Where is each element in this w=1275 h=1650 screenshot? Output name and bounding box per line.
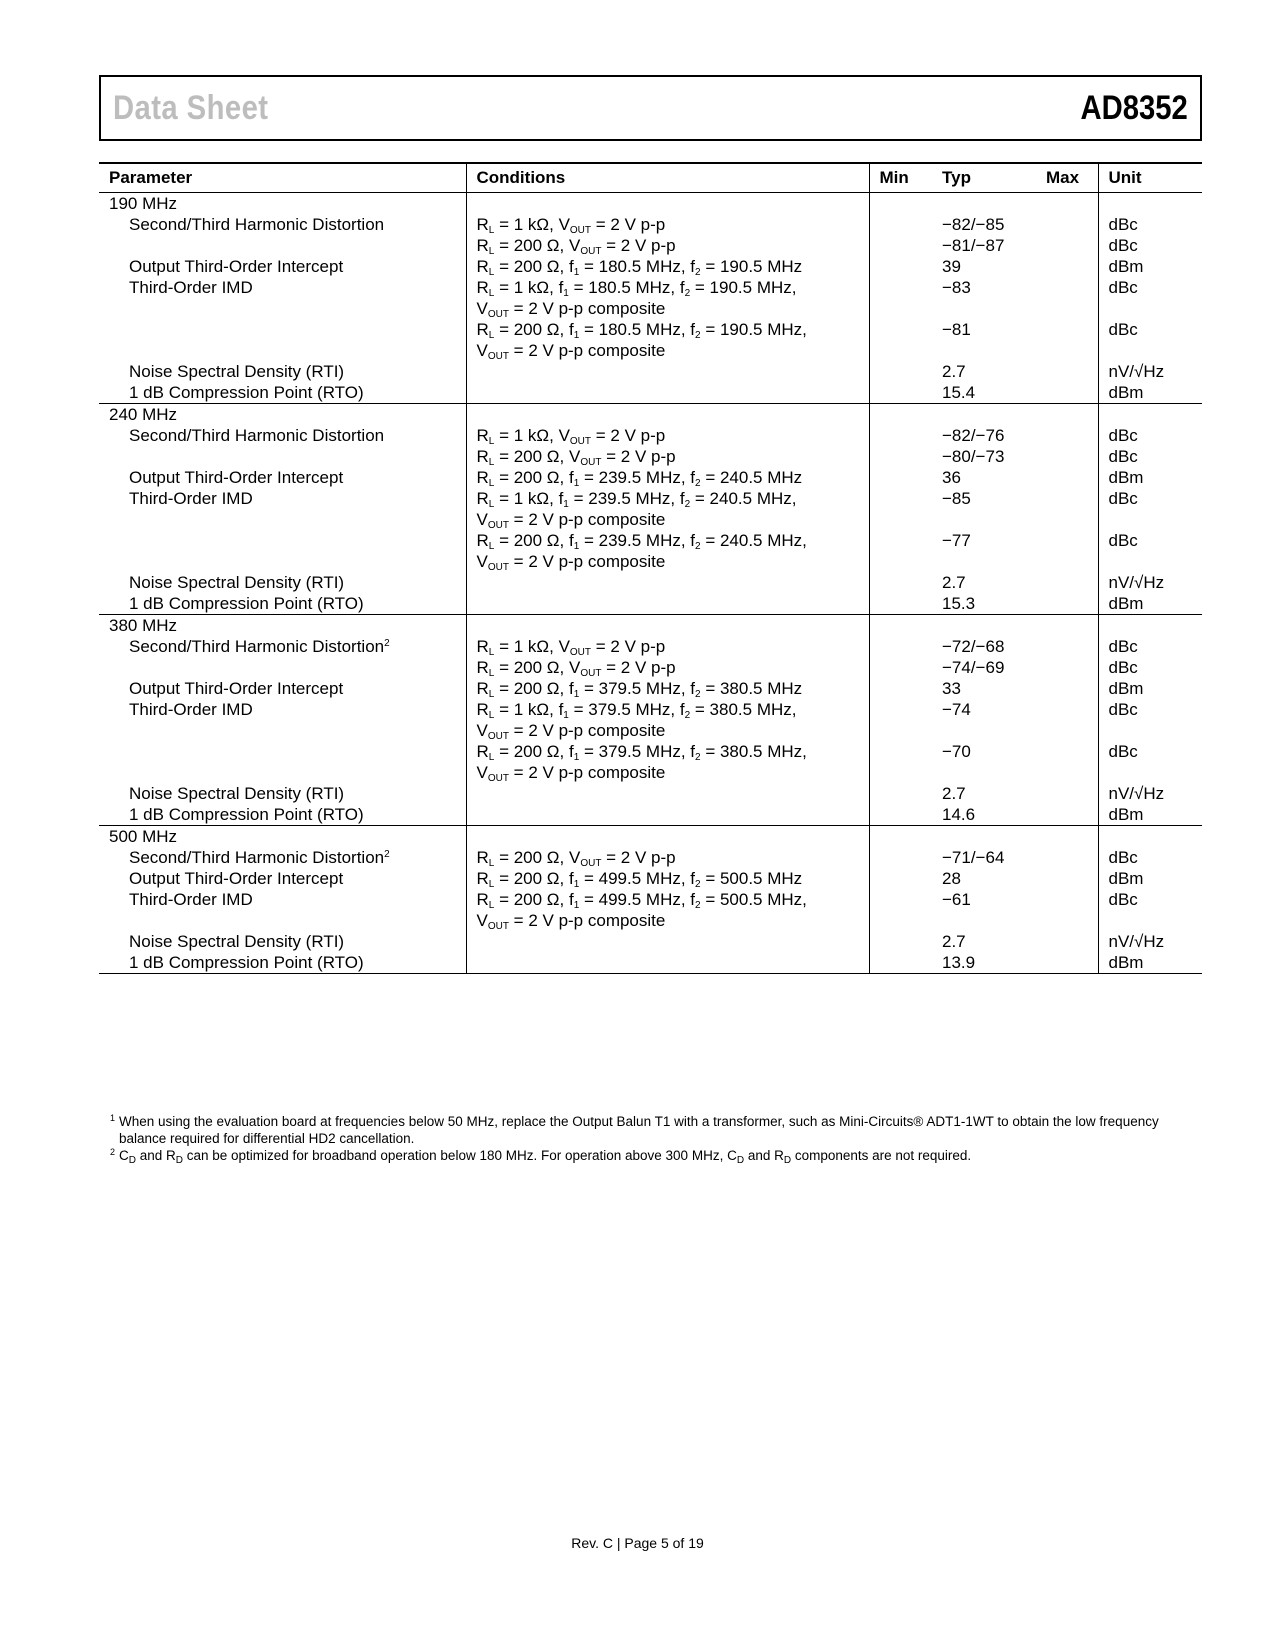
- typ-value: 28: [942, 869, 961, 888]
- table-row: [99, 868, 1202, 889]
- typ-value: −81/−87: [942, 236, 1005, 255]
- col-header-typ: Typ: [932, 163, 1036, 193]
- unit: dBc: [1098, 657, 1202, 678]
- unit: dBm: [1098, 804, 1202, 826]
- typ-value: −82/−76: [942, 426, 1005, 445]
- typ-value: 39: [942, 257, 961, 276]
- unit: dBc: [1098, 425, 1202, 446]
- condition: $R_L = 1$ kΩ, $f_1 = 239.5$ MHz, $f_2 = 240.5$ MHz, $V_{OUT} = 2$ V p-p composite: [466, 488, 869, 530]
- condition: $R_L = 1$ kΩ, $V_{OUT} = 2$ V p-p: [466, 636, 869, 657]
- unit: dBc: [1098, 741, 1202, 783]
- param-label: Third-Order IMD: [129, 489, 253, 508]
- condition: $R_L = 200$ Ω, $f_1 = 379.5$ MHz, $f_2 = 380.5$ MHz: [466, 678, 869, 699]
- typ-value: 2.7: [942, 362, 966, 381]
- param-label: Second/Third Harmonic Distortion: [129, 426, 385, 445]
- unit: dBm: [1098, 382, 1202, 404]
- band-label: 190 MHz: [109, 194, 178, 213]
- condition: $R_L = 1$ kΩ, $f_1 = 180.5$ MHz, $f_2 = 190.5$ MHz, $V_{OUT} = 2$ V p-p composite: [466, 277, 869, 319]
- table-row: [99, 826, 1202, 848]
- footnote-1: 1 When using the evaluation board at frequencies below 50 MHz, replace the Output Balun T1 with a transformer, such as Mini-Circuits® ADT1-1WT to obtain the low frequency balance required for differential HD2 cancellation.: [110, 1113, 1159, 1146]
- param-label: Output Third-Order Intercept: [129, 869, 344, 888]
- table-row: [99, 657, 1202, 678]
- param-label: Third-Order IMD: [129, 278, 253, 297]
- table-row: [99, 615, 1202, 637]
- unit: dBc: [1098, 636, 1202, 657]
- condition: $R_L = 1$ kΩ, $V_{OUT} = 2$ V p-p: [466, 214, 869, 235]
- unit: dBc: [1098, 488, 1202, 530]
- typ-value: −72/−68: [942, 637, 1005, 656]
- table-row: [99, 593, 1202, 615]
- typ-value: −74/−69: [942, 658, 1005, 677]
- table-row: [99, 636, 1202, 657]
- unit: dBc: [1098, 319, 1202, 361]
- band-label: 500 MHz: [109, 827, 178, 846]
- typ-value: 33: [942, 679, 961, 698]
- typ-value: −80/−73: [942, 447, 1005, 466]
- param-label: 1 dB Compression Point (RTO): [99, 804, 466, 826]
- table-row: [99, 952, 1202, 974]
- table-row: [99, 488, 1202, 530]
- table-row: [99, 404, 1202, 426]
- condition: $R_L = 200$ Ω, $f_1 = 499.5$ MHz, $f_2 = 500.5$ MHz: [466, 868, 869, 889]
- table-header-row: [99, 163, 1202, 193]
- typ-value: 13.9: [932, 952, 1036, 974]
- table-row: [99, 467, 1202, 488]
- typ-value: −70: [942, 742, 971, 761]
- typ-value: 36: [942, 468, 961, 487]
- table-row: [99, 361, 1202, 382]
- table-row: [99, 804, 1202, 826]
- table-row: [99, 319, 1202, 361]
- part-number: AD8352: [1080, 89, 1188, 127]
- footnote-2: 2 $C_D$ and $R_D$ can be optimized for broadband operation below 180 MHz. For operation above 300 MHz, $C_D$ and $R_D$ components are not required.: [110, 1147, 972, 1166]
- condition: $R_L = 1$ kΩ, $V_{OUT} = 2$ V p-p: [466, 425, 869, 446]
- unit: dBm: [1098, 868, 1202, 889]
- col-header-unit: Unit: [1098, 163, 1202, 193]
- unit: dBm: [1098, 678, 1202, 699]
- col-header-conditions: Conditions: [466, 163, 869, 193]
- typ-value: −83: [942, 278, 971, 297]
- unit: nV/√Hz: [1098, 783, 1202, 804]
- param-label: Output Third-Order Intercept: [129, 468, 344, 487]
- table-row: [99, 847, 1202, 868]
- condition: $R_L = 200$ Ω, $f_1 = 239.5$ MHz, $f_2 = 240.5$ MHz, $V_{OUT} = 2$ V p-p composite: [466, 530, 869, 572]
- col-header-parameter: Parameter: [99, 163, 466, 193]
- typ-value: −82/−85: [942, 215, 1005, 234]
- typ-value: −77: [942, 531, 971, 550]
- footnotes: [110, 1113, 1180, 1164]
- table-row: [99, 425, 1202, 446]
- table-row: [99, 741, 1202, 783]
- table-row: [99, 530, 1202, 572]
- param-label: Noise Spectral Density (RTI): [129, 784, 345, 803]
- unit: dBc: [1098, 446, 1202, 467]
- specifications-table: [99, 162, 1202, 974]
- table-row: [99, 699, 1202, 741]
- page-footer: Rev. C | Page 5 of 19: [571, 1535, 704, 1551]
- typ-value: −74: [942, 700, 971, 719]
- param-label: Third-Order IMD: [129, 700, 253, 719]
- table-row: [99, 277, 1202, 319]
- table-row: [99, 256, 1202, 277]
- condition: $R_L = 200$ Ω, $V_{OUT} = 2$ V p-p: [466, 446, 869, 467]
- condition: $R_L = 200$ Ω, $f_1 = 499.5$ MHz, $f_2 = 500.5$ MHz, $V_{OUT} = 2$ V p-p composite: [466, 889, 869, 931]
- unit: dBm: [1098, 952, 1202, 974]
- table-row: [99, 889, 1202, 931]
- band-label: 240 MHz: [109, 405, 178, 424]
- condition: $R_L = 200$ Ω, $f_1 = 180.5$ MHz, $f_2 = 190.5$ MHz, $V_{OUT} = 2$ V p-p composite: [466, 319, 869, 361]
- param-label: Output Third-Order Intercept: [129, 679, 344, 698]
- unit: dBc: [1098, 235, 1202, 256]
- param-label: 1 dB Compression Point (RTO): [99, 382, 466, 404]
- typ-value: 2.7: [942, 784, 966, 803]
- typ-value: 14.6: [932, 804, 1036, 826]
- document-type: Data Sheet: [113, 89, 269, 127]
- unit: nV/√Hz: [1098, 572, 1202, 593]
- param-label: Third-Order IMD: [129, 890, 253, 909]
- condition: $R_L = 1$ kΩ, $f_1 = 379.5$ MHz, $f_2 = 380.5$ MHz, $V_{OUT} = 2$ V p-p composite: [466, 699, 869, 741]
- band-label: 380 MHz: [109, 616, 178, 635]
- table-row: [99, 193, 1202, 215]
- typ-value: −71/−64: [942, 848, 1005, 867]
- param-label: Second/Third Harmonic Distortion$^2$: [129, 637, 390, 656]
- table-row: [99, 678, 1202, 699]
- param-label: 1 dB Compression Point (RTO): [99, 593, 466, 615]
- condition: $R_L = 200$ Ω, $f_1 = 239.5$ MHz, $f_2 = 240.5$ MHz: [466, 467, 869, 488]
- unit: dBm: [1098, 593, 1202, 615]
- unit: nV/√Hz: [1098, 931, 1202, 952]
- typ-value: 15.4: [932, 382, 1036, 404]
- typ-value: 2.7: [942, 573, 966, 592]
- param-label: Noise Spectral Density (RTI): [129, 932, 345, 951]
- table-row: [99, 446, 1202, 467]
- unit: dBc: [1098, 214, 1202, 235]
- param-label: 1 dB Compression Point (RTO): [99, 952, 466, 974]
- unit: nV/√Hz: [1098, 361, 1202, 382]
- condition: $R_L = 200$ Ω, $V_{OUT} = 2$ V p-p: [466, 847, 869, 868]
- param-label: Output Third-Order Intercept: [129, 257, 344, 276]
- table-row: [99, 382, 1202, 404]
- unit: dBc: [1098, 847, 1202, 868]
- table-row: [99, 214, 1202, 235]
- table-row: [99, 572, 1202, 593]
- unit: dBc: [1098, 889, 1202, 931]
- param-label: Second/Third Harmonic Distortion$^2$: [129, 848, 390, 867]
- col-header-min: Min: [869, 163, 932, 193]
- unit: dBc: [1098, 699, 1202, 741]
- typ-value: 2.7: [942, 932, 966, 951]
- param-label: Noise Spectral Density (RTI): [129, 362, 345, 381]
- unit: dBm: [1098, 256, 1202, 277]
- unit: dBc: [1098, 277, 1202, 319]
- table-row: [99, 931, 1202, 952]
- condition: $R_L = 200$ Ω, $f_1 = 379.5$ MHz, $f_2 = 380.5$ MHz, $V_{OUT} = 2$ V p-p composite: [466, 741, 869, 783]
- table-row: [99, 783, 1202, 804]
- param-label: Noise Spectral Density (RTI): [129, 573, 345, 592]
- typ-value: 15.3: [932, 593, 1036, 615]
- condition: $R_L = 200$ Ω, $f_1 = 180.5$ MHz, $f_2 = 190.5$ MHz: [466, 256, 869, 277]
- page-header: [99, 75, 1202, 141]
- condition: $R_L = 200$ Ω, $V_{OUT} = 2$ V p-p: [466, 657, 869, 678]
- table-row: [99, 235, 1202, 256]
- typ-value: −61: [942, 890, 971, 909]
- unit: dBm: [1098, 467, 1202, 488]
- typ-value: −85: [942, 489, 971, 508]
- typ-value: −81: [942, 320, 971, 339]
- unit: dBc: [1098, 530, 1202, 572]
- condition: $R_L = 200$ Ω, $V_{OUT} = 2$ V p-p: [466, 235, 869, 256]
- col-header-max: Max: [1036, 163, 1098, 193]
- param-label: Second/Third Harmonic Distortion: [129, 215, 385, 234]
